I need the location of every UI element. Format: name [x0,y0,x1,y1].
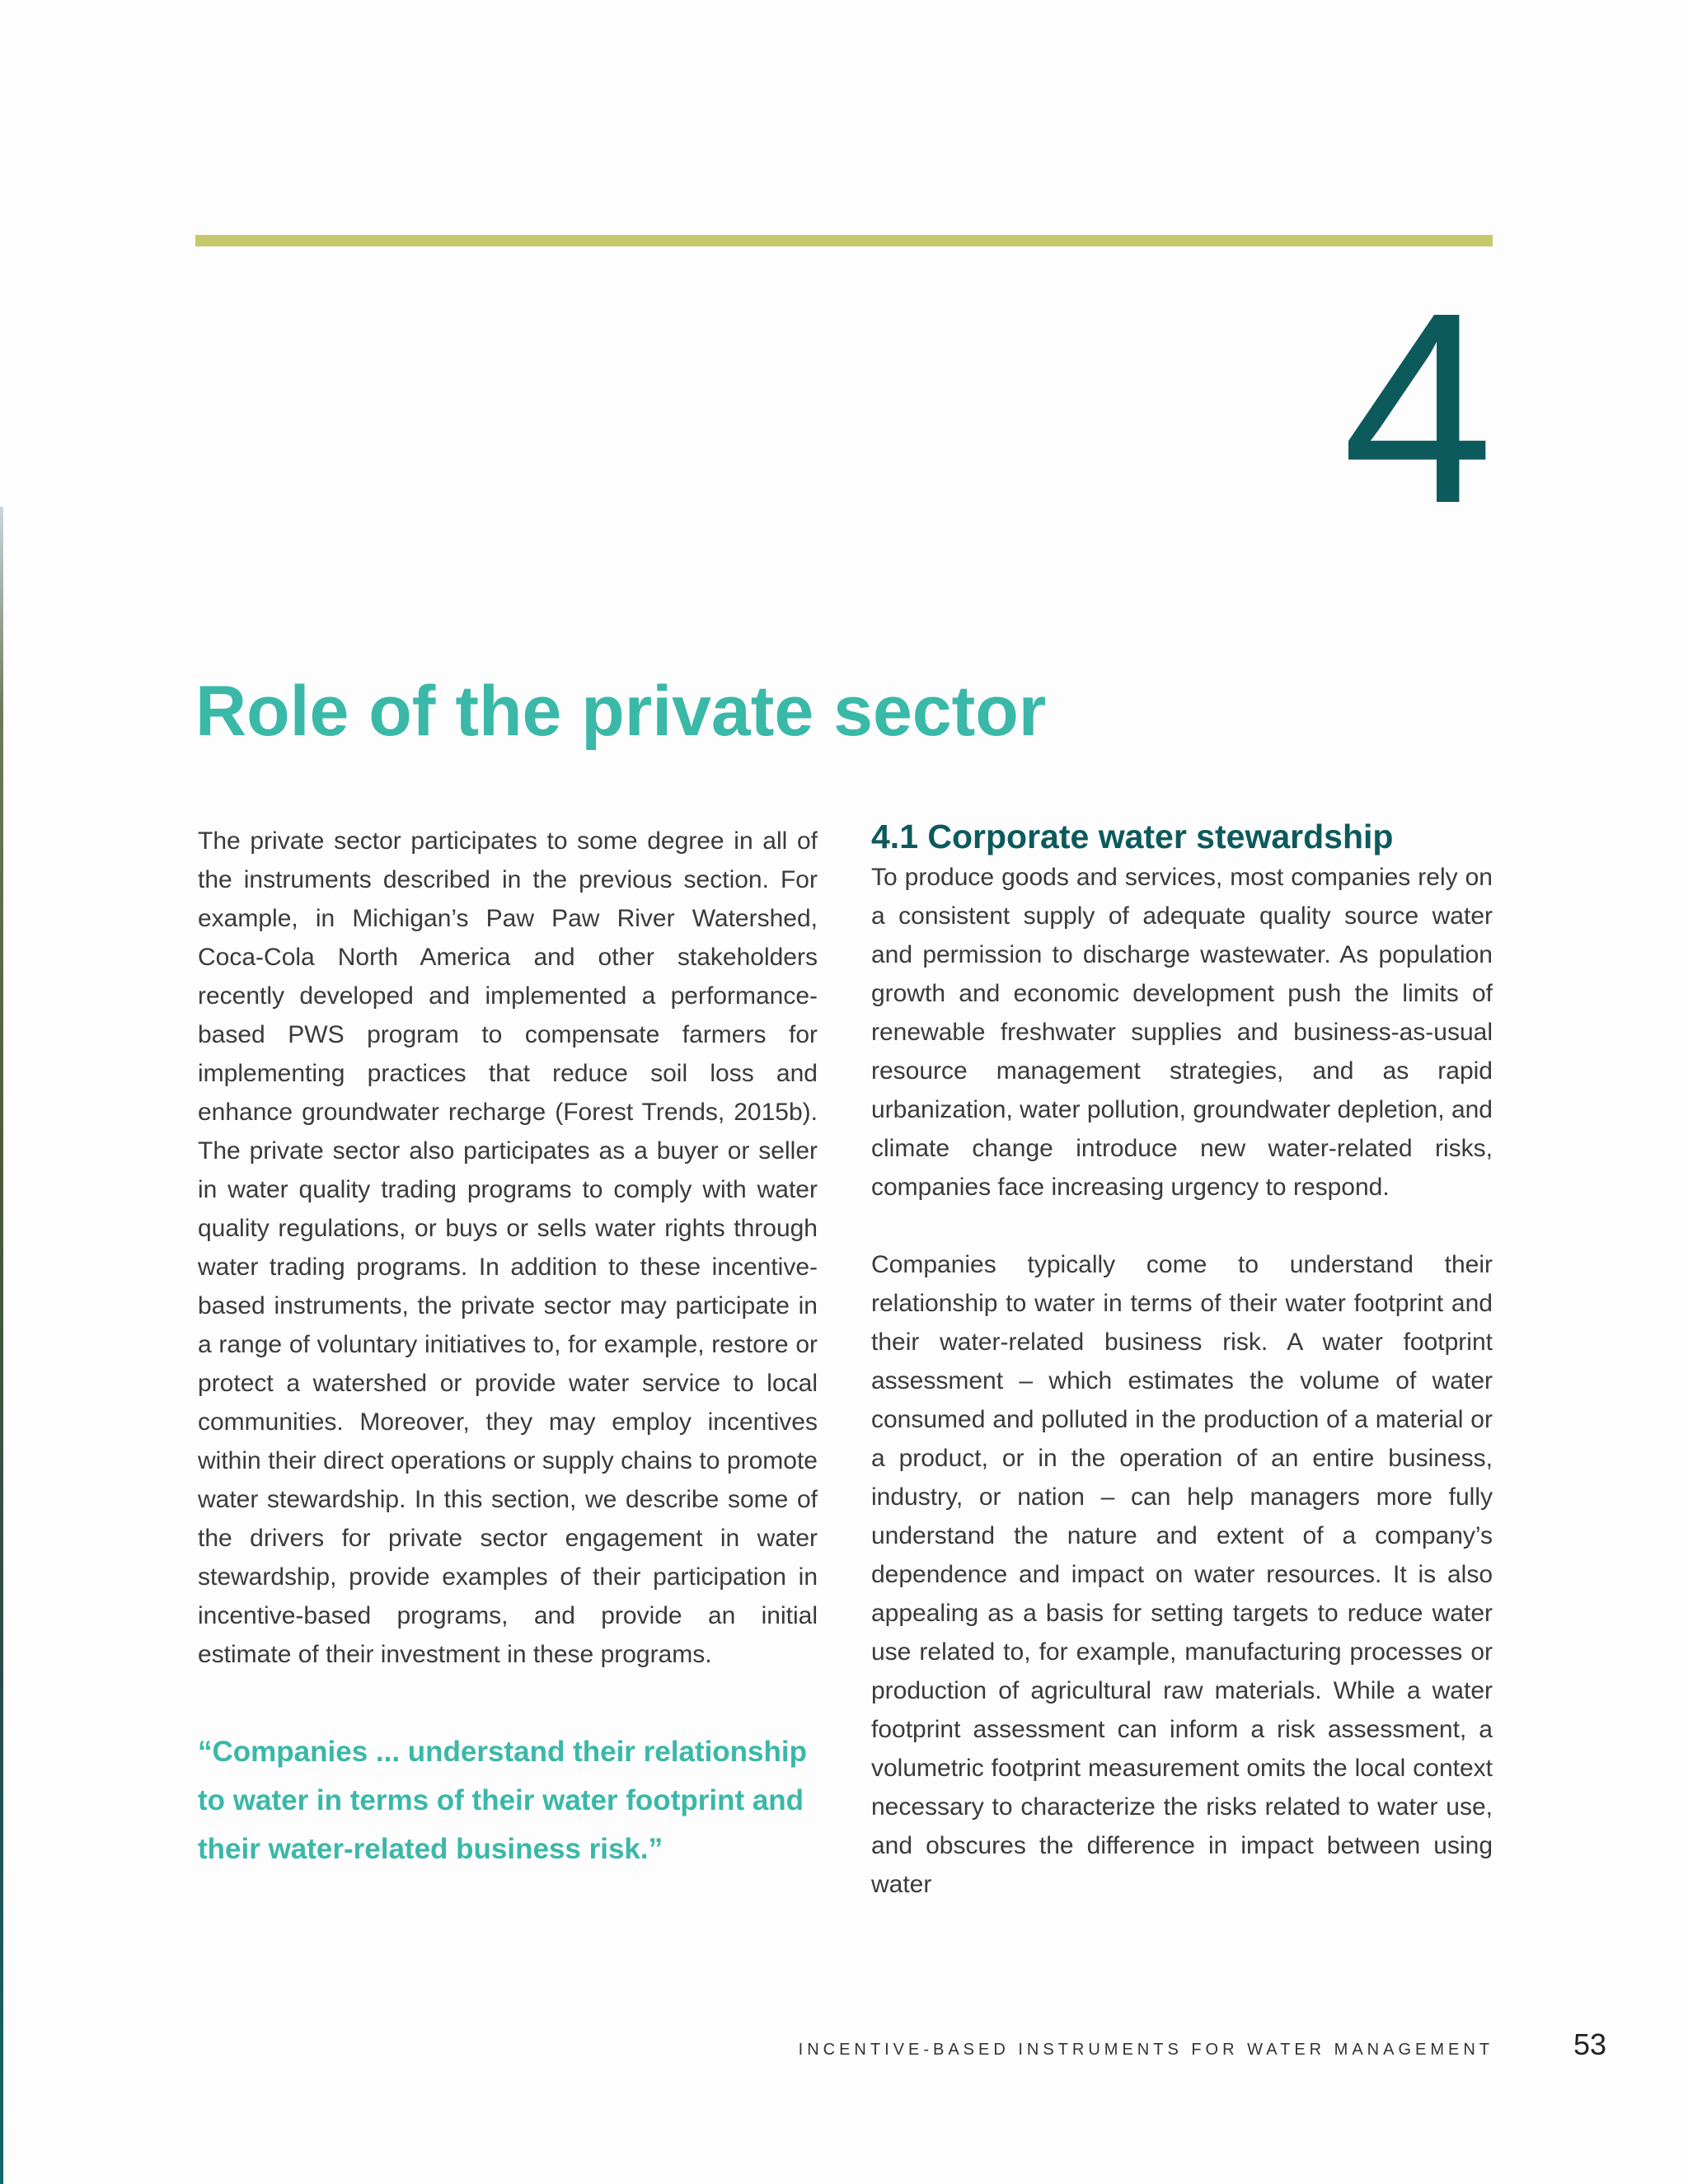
intro-paragraph: The private sector participates to some degree in all of the instruments described in the previous section. For example, in Michigan’s Paw Paw River Watershed, Coca-Cola North America and other stakeholders recently developed and implemented a performance-based PWS program to compensate farmers for implementing practices that reduce soil loss and enhance groundwater recharge (Forest Trends, 2015b). The private sector also participates as a buyer or seller in water quality trading programs to comply with water quality regulations, or buys or sells water rights through water trading programs. In addition to these incentive-based instruments, the private sector may participate in a range of voluntary initiatives to, for example, restore or protect a watershed or provide water service to local communities. Moreover, they may employ incentives within their direct operations or supply chains to promote water stewardship. In this section, we describe some of the drivers for private sector engagement in water stewardship, provide examples of their participation in incentive-based programs, and provide an initial estimate of their investment in these programs. [198,827,818,1668]
section-heading: 4.1 Corporate water stewardship [871,818,1394,855]
left-column [198,822,818,1674]
chapter-title: Role of the private sector [195,672,1047,751]
footer-running-title: INCENTIVE-BASED INSTRUMENTS FOR WATER MANAGEMENT [798,2041,1493,2059]
page-edge-strip [0,507,3,2184]
chapter-top-rule [195,235,1493,246]
pull-quote: “Companies ... understand their relationship to water in terms of their water footprint and their water-related business risk.” [198,1736,807,1865]
section-paragraph-1: To produce goods and services, most companies rely on a consistent supply of adequate quality source water and permission to discharge wastewater. As population growth and economic development push the limits of renewable freshwater supplies and business-as-usual resource management strategies, and as rapid urbanization, water pollution, groundwater depletion, and climate change introduce new water-related risks, companies face increasing urgency to respond. [871,864,1493,1201]
chapter-number: 4 [1342,255,1493,560]
section-paragraph-2: Companies typically come to understand their relationship to water in terms of their water footprint and their water-related business risk. A water footprint assessment – which estimates the volume of water consumed and polluted in the production of a material or a product, or in the operation of an entire business, industry, or nation – can help managers more fully understand the nature and extent of a company’s dependence and impact on water resources. It is also appealing as a basis for setting targets to reduce water use related to, for example, manufacturing processes or production of agricultural raw materials. While a water footprint assessment can inform a risk assessment, a volumetric footprint measurement omits the local context necessary to characterize the risks related to water use, and obscures the difference in impact between using water [871,1251,1493,1898]
page-number: 53 [1573,2027,1607,2061]
right-column [871,818,1493,1904]
